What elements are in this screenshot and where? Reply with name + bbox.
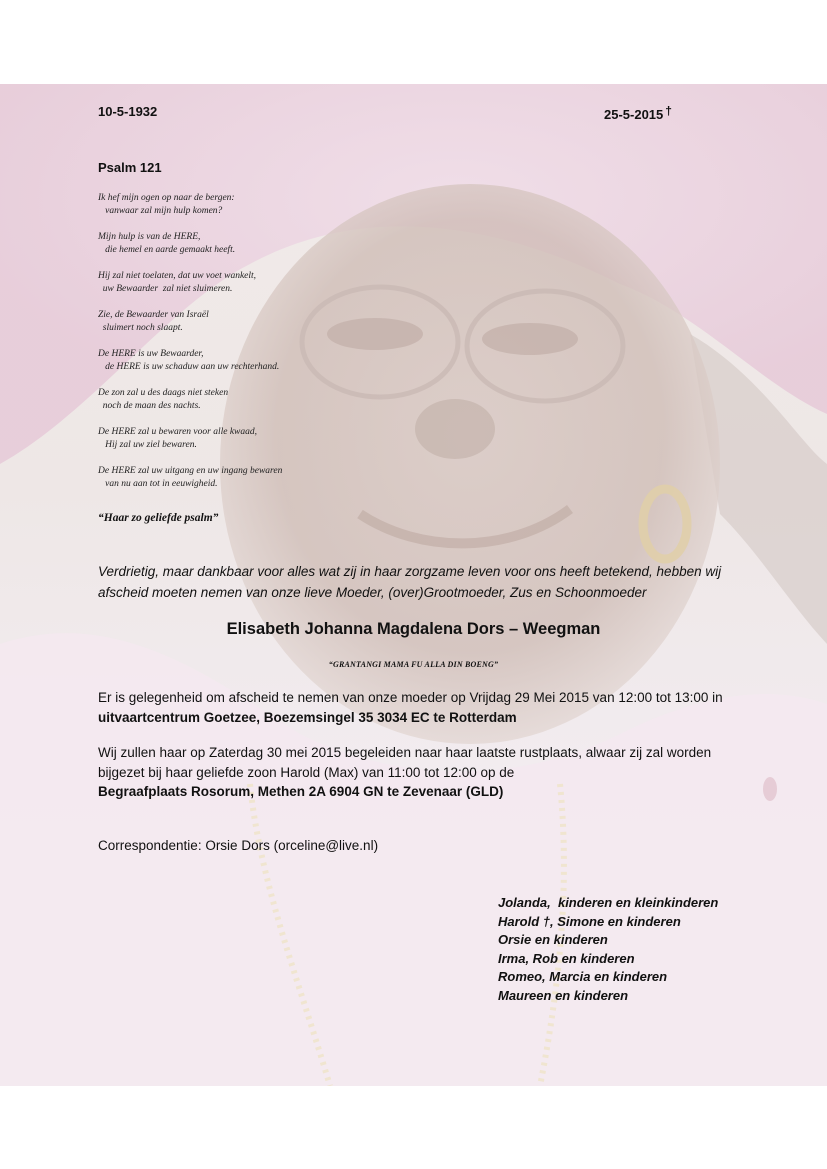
verse-line: de HERE is uw schaduw aan uw rechterhand. <box>98 362 280 372</box>
psalm-stanza <box>98 348 398 374</box>
psalm-verses <box>98 192 398 504</box>
verse-line: Mijn hulp is van de HERE, <box>98 232 201 242</box>
verse-line: Hij zal niet toelaten, dat uw voet wankelt, <box>98 271 257 281</box>
farewell-text: Er is gelegenheid om afscheid te nemen van onze moeder op Vrijdag 29 Mei 2015 van 12:00 tot 13:00 in <box>98 690 723 705</box>
family-member: Maureen en kinderen <box>498 987 629 1003</box>
death-date: 25-5-2015 <box>604 107 664 122</box>
birth-date: 10-5-1932 <box>98 104 158 119</box>
verse-line: Zie, de Bewaarder van Israël <box>98 310 209 320</box>
verse-line: sluimert noch slaapt. <box>98 323 183 333</box>
family-member: Jolanda, kinderen en kleinkinderen <box>498 895 719 910</box>
verse-line: Hij zal uw ziel bewaren. <box>98 440 197 450</box>
burial-location: Begraafplaats Rosorum, Methen 2A 6904 GN te Zevenaar (GLD) <box>98 784 504 799</box>
verse-line: De HERE zal uw uitgang en uw ingang bewaren <box>98 466 283 476</box>
psalm-stanza <box>98 387 398 413</box>
family-member: Harold †, Simone en kinderen <box>498 913 681 929</box>
psalm-title: Psalm 121 <box>98 160 162 175</box>
cross-icon: † <box>665 104 672 118</box>
death-date-line <box>604 104 672 122</box>
deceased-name: Elisabeth Johanna Magdalena Dors – Weegman <box>226 620 601 638</box>
psalm-stanza <box>98 231 398 257</box>
verse-line: vanwaar zal mijn hulp komen? <box>98 206 223 216</box>
intro-text: Verdrietig, maar dankbaar voor alles wat zij in haar zorgzame leven voor ons heeft betekend, hebben wij afscheid moeten nemen van onze lieve Moeder, (over)Grootmoeder, Zus en Schoonmoeder <box>98 564 722 600</box>
family-list <box>498 894 718 1006</box>
verse-line: uw Bewaarder zal niet sluimeren. <box>98 284 233 294</box>
verse-line: Ik hef mijn ogen op naar de bergen: <box>98 193 235 203</box>
burial-paragraph <box>98 743 738 802</box>
burial-text: Wij zullen haar op Zaterdag 30 mei 2015 begeleiden naar haar laatste rustplaats, alwaar zij zal worden bijgezet bij haar geliefde zoon Harold (Max) van 11:00 tot 12:00 op de <box>98 745 712 780</box>
correspondence: Correspondentie: Orsie Dors (orceline@live.nl) <box>98 838 379 853</box>
favorite-psalm-note: “Haar zo geliefde psalm” <box>98 512 219 524</box>
farewell-location: uitvaartcentrum Goetzee, Boezemsingel 35 3034 EC te Rotterdam <box>98 709 517 725</box>
psalm-stanza <box>98 270 398 296</box>
family-member: Irma, Rob en kinderen <box>498 950 635 966</box>
verse-line: die hemel en aarde gemaakt heeft. <box>98 245 236 255</box>
verse-line: De HERE is uw Bewaarder, <box>98 349 204 359</box>
motto: “GRANTANGI MAMA FU ALLA DIN BOENG” <box>328 660 499 669</box>
psalm-stanza <box>98 192 398 218</box>
verse-line: noch de maan des nachts. <box>98 401 201 411</box>
family-member: Orsie en kinderen <box>498 932 608 948</box>
verse-line: De HERE zal u bewaren voor alle kwaad, <box>98 427 258 437</box>
verse-line: van nu aan tot in eeuwigheid. <box>98 479 218 489</box>
family-member: Romeo, Marcia en kinderen <box>498 969 668 985</box>
farewell-paragraph <box>98 688 738 727</box>
psalm-stanza <box>98 465 398 491</box>
verse-line: De zon zal u des daags niet steken <box>98 388 229 398</box>
psalm-stanza <box>98 426 398 452</box>
psalm-stanza <box>98 309 398 335</box>
